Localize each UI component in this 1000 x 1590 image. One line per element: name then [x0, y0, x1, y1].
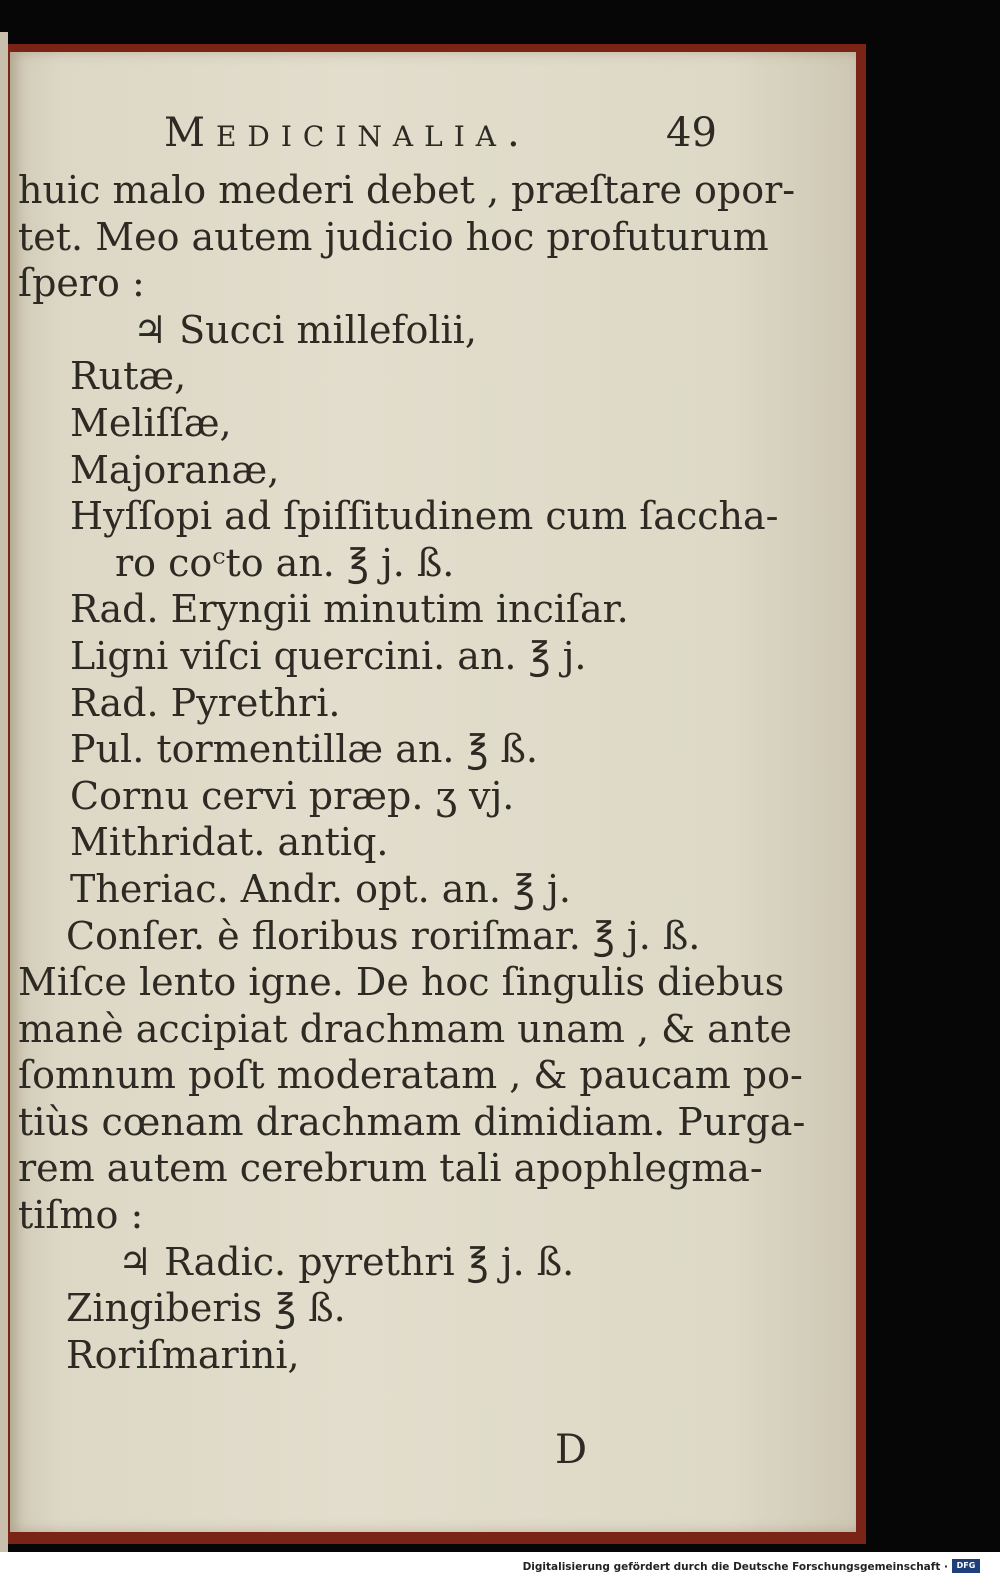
- dfg-logo: DFG: [952, 1559, 980, 1573]
- recipe-line: Meliſſæ,: [70, 400, 232, 445]
- text-line: tiſmo :: [18, 1193, 144, 1238]
- text-line: Miſce lento igne. De hoc ſingulis diebus: [18, 960, 785, 1005]
- recipe-line: Ligni viſci quercini. an. ℥ j.: [70, 633, 587, 678]
- text-line: rem autem cerebrum tali apophlegma-: [18, 1146, 763, 1191]
- recipe-line: ro coᶜto an. ℥ j. ß.: [115, 540, 455, 585]
- page-number: 49: [666, 110, 717, 156]
- recipe-line: ♃ Succi millefolii,: [133, 307, 477, 352]
- recipe-line: Rad. Eryngii minutim inciſar.: [70, 587, 629, 632]
- text-line: manè accipiat drachmam unam , & ante: [18, 1006, 792, 1051]
- footer-bar: [0, 1552, 1000, 1590]
- recipe-line: Mithridat. antiq.: [70, 820, 389, 865]
- recipe-line: ♃ Radic. pyrethri ℥ j. ß.: [118, 1239, 575, 1284]
- recipe-line: Rutæ,: [70, 354, 187, 399]
- recipe-line: Majoranæ,: [70, 447, 280, 492]
- recipe-line: Roriſmarini,: [66, 1332, 300, 1377]
- page-edge: [0, 32, 8, 1552]
- text-line: huic malo mederi debet , præſtare opor-: [18, 168, 796, 212]
- text-line: ſomnum poſt moderatam , & paucam po-: [18, 1053, 803, 1098]
- text-line: ſpero :: [18, 261, 145, 306]
- catchword: D: [555, 1427, 588, 1473]
- recipe-line: Rad. Pyrethri.: [70, 680, 341, 725]
- body-text: [18, 167, 806, 1378]
- recipe-line: Hyſſopi ad ſpiſſitudinem cum ſaccha-: [70, 494, 779, 539]
- recipe-line: Conſer. è floribus roriſmar. ℥ j. ß.: [66, 913, 701, 958]
- recipe-line: Cornu cervi præp. ʒ vj.: [70, 773, 515, 818]
- funding-credit: Digitalisierung gefördert durch die Deutsche Forschungsgemeinschaft ·: [522, 1561, 948, 1573]
- book-page: [10, 52, 856, 1532]
- running-head: Medicinalia.: [164, 110, 531, 156]
- text-line: tiùs cœnam drachmam dimidiam. Purga-: [18, 1099, 806, 1144]
- text-line: tet. Meo autem judicio hoc profuturum: [18, 214, 769, 259]
- recipe-line: Zingiberis ℥ ß.: [66, 1286, 346, 1331]
- page-header: [10, 110, 856, 160]
- recipe-line: Pul. tormentillæ an. ℥ ß.: [70, 727, 538, 772]
- recipe-line: Theriac. Andr. opt. an. ℥ j.: [70, 866, 571, 911]
